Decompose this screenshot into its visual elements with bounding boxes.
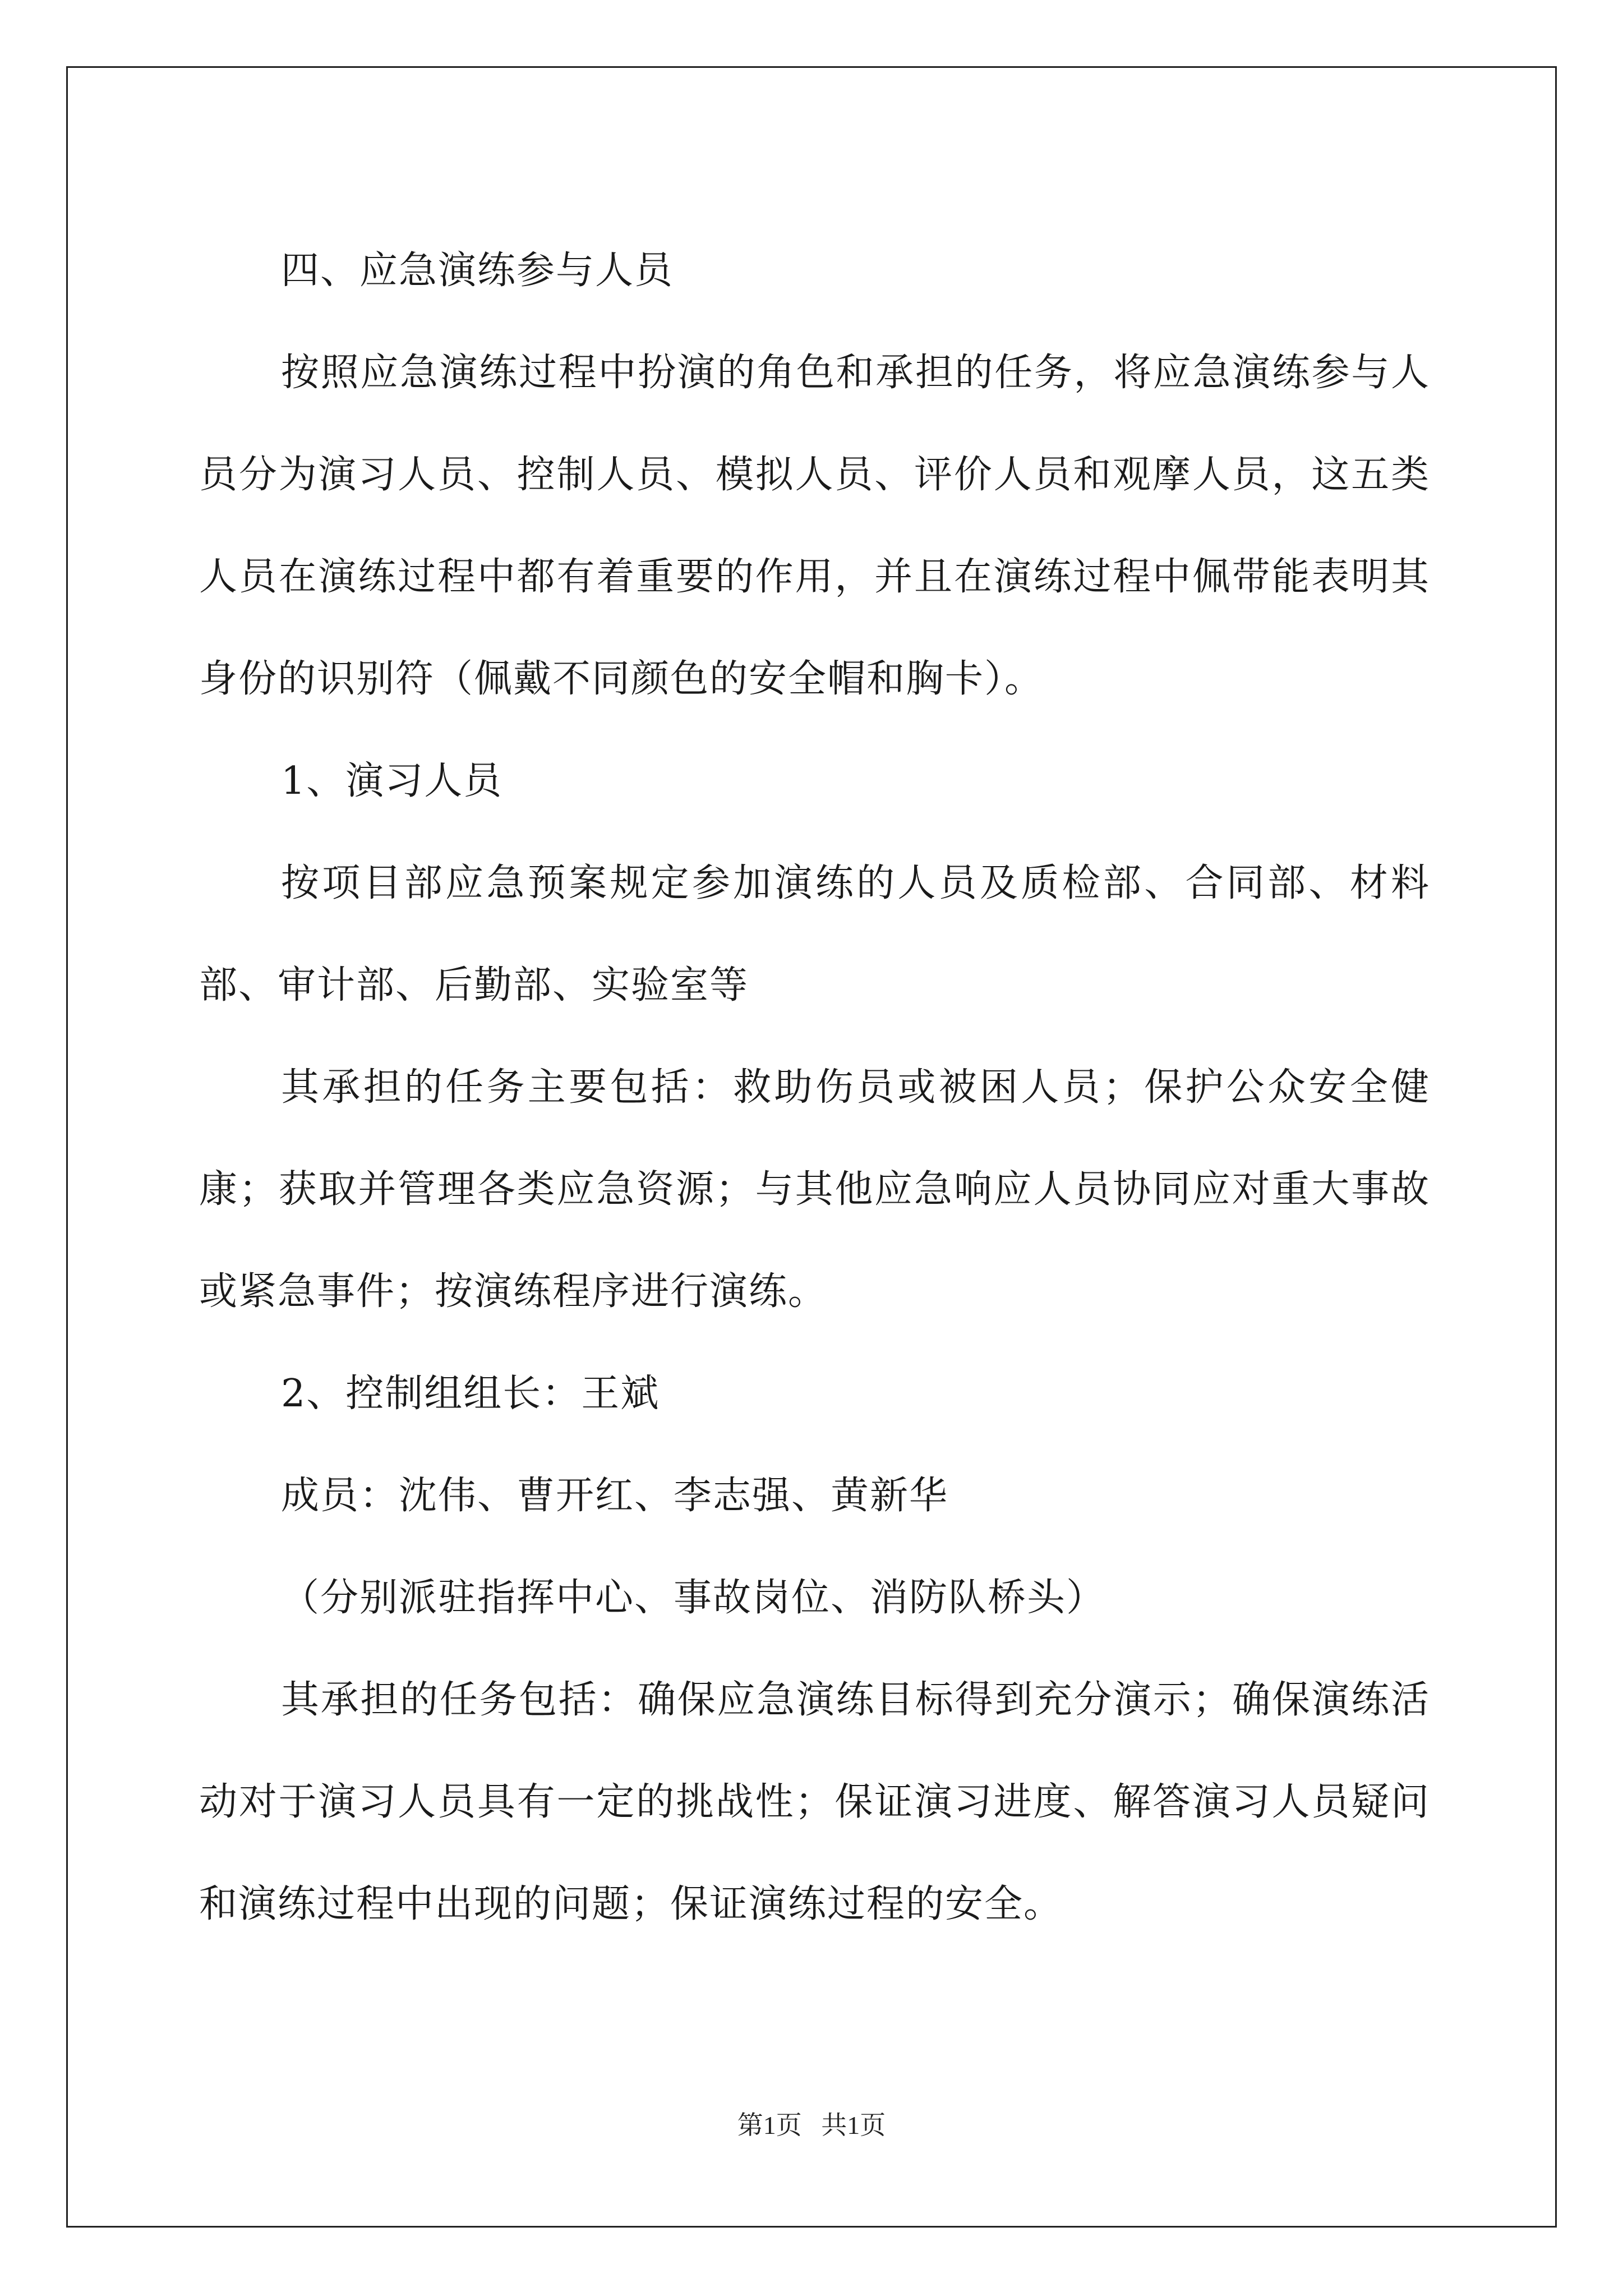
- body-paragraph: 按项目部应急预案规定参加演练的人员及质检部、合同部、材料部、审计部、后勤部、实验室等: [199, 861, 1430, 1007]
- body-paragraph: 其承担的任务主要包括：救助伤员或被困人员；保护公众安全健康；获取并管理各类应急资源；与其他应急响应人员协同应对重大事故或紧急事件；按演练程序进行演练。: [199, 1065, 1430, 1314]
- body-paragraph: 成员：沈伟、曹开红、李志强、黄新华: [281, 1474, 949, 1518]
- subsection-heading: 2、控制组组长：王斌: [281, 1372, 660, 1416]
- body-paragraph: 其承担的任务包括：确保应急演练目标得到充分演示；确保演练活动对于演习人员具有一定的挑战性；保证演习进度、解答演习人员疑问和演练过程中出现的问题；保证演练过程的安全。: [199, 1678, 1430, 1926]
- page-number-footer: 第1页 共1页: [737, 2111, 886, 2139]
- body-paragraph: （分别派驻指挥中心、事故岗位、消防队桥头）: [281, 1576, 1106, 1620]
- subsection-heading: 1、演习人员: [281, 759, 503, 803]
- section-heading: 四、应急演练参与人员: [281, 249, 674, 293]
- document-body: [199, 220, 1430, 1955]
- body-paragraph: 按照应急演练过程中扮演的角色和承担的任务，将应急演练参与人员分为演习人员、控制人员、模拟人员、评价人员和观摩人员，这五类人员在演练过程中都有着重要的作用，并且在演练过程中佩带能表明其身份的识别符（佩戴不同颜色的安全帽和胸卡）。: [199, 351, 1430, 701]
